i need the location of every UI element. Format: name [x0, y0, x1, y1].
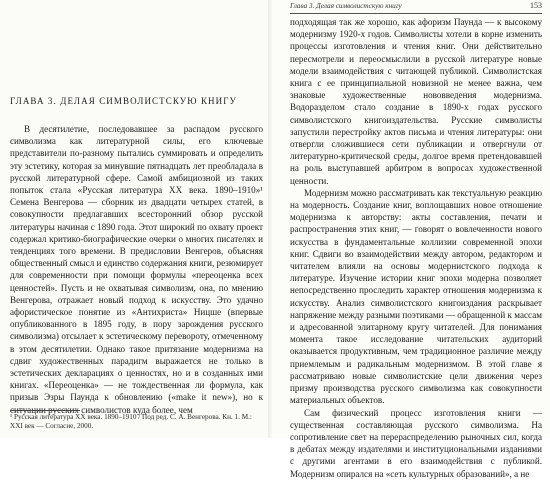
- left-body-text: [10, 123, 263, 416]
- right-paragraph-2: Модернизм можно рассматривать как текстуальную реакцию на модерность. Создание книг, воплощавших новое отношение модернизма к авторству: акты составления, печати и распространения этих книг, — говорят о вовлеченности нового искусства в фундаментальные коллизии современной эпохи книг. Сдвиги во взаимодействии между автором, редактором и читателем влияли на основы модернистского подхода к литературе. Изучение истории книг эпохи модерна позволяет непосредственно проследить характер отношения модернизма к искусству. Анализ символистского книгоиздания раскрывает напряжение между разными поэтиками — обращенной к массам и адресованной элитарному кругу читателей. Для понимания момента такое исследование читательских аудиторий оказывается продуктивным, чем традиционное различие между приемлемым и радикальным модернизмом. В этой главе я рассматриваю новые символистские цели движения через призму производства русского символизма как совокупности материальных объектов.: [290, 187, 542, 406]
- left-paragraph-1: В десятилетие, последовавшее за распадом русского символизма как литературной силы, его ключевые представители по-разному пытались суммировать и определить эту эстетику, которая за минувшие пятнадцать лет преобладала в русской литературной сфере. Самой амбициозной из таких попыток стала «Русская литература XX века. 1890–1910»¹ Семена Венгерова — сборник из двадцати четырех статей, в совокупности предлагавших всесторонний обзор русской литературы начиная с 1890 года. Этот широкий по охвату проект содержал критико-биографические очерки о многих писателях и тенденциях того времени. В предисловии Венгеров, объясняя общественный смысл и единство содержания книги, резюмирует для современности при помощи формулы «переоценка всех ценностей». Пусть и не охватывая символизм, она, по мнению Венгерова, отражает новый подход к искусству. Это удачно афористическое понятие из «Антихриста» Ницше (впервые опубликованного в 1895 году, в пору зарождения русского символизма) отсылает к эстетическому перевороту, отмеченному в этом десятилетии. Однако такое притязание модернизма на сдвиг художественных парадигм выражается не только в эстетических декларациях о ценностях, но и в созданных ими книгах. «Переоценка» — не тождественная ли формула, как призыв Эзры Паунда к обновлению («make it new»), но к ситуации русских символистов куда более, чем: [10, 124, 263, 415]
- running-head: [290, 1, 542, 10]
- right-paragraph-3: Сам физический процесс изготовления книги — существенная составляющая русского символизма. На сопротивление свет на перераспределению рыночных сил, когда в дебатах между издателями и институциональными изданиями с другими агентами в его взаимодействия с публикой. Модернизм опирался на «сеть культурных образований», а не: [290, 407, 542, 479]
- right-paragraph-1: подходящая так же хорошо, как афоризм Паунда — к высокому модернизму 1920-х годов. Символисты хотели в корне изменить процессы изготовления и чтения книг. Они действительно пересмотрели и переосмыслили в русской литературе новые модели взаимодействия с читающей публикой. Символистская книга с ее принципиальной новизной не менее важна, чем знаковые художественные нововведения модернизма. Водоразделом стало создание в 1890-х годах русского символистского книгоиздательства. Русские символисты запустили перестройку актов письма и чтения литературы: они отвергли сложившиеся сети публикации и отвергнули от литературно-критической среды, долгое время претендовавшей на роль выступавшей арбитром в вопросах художественной ценности.: [290, 17, 542, 186]
- left-page: [0, 0, 270, 438]
- running-head-title: Глава 3. Делая символистскую книгу: [290, 2, 402, 10]
- page-number: 153: [530, 1, 542, 10]
- right-page: [272, 0, 550, 479]
- footnote: ¹ Русская литература XX века. 1890–1910 / Под ред. С. А. Венгерова. Кн. 1. М.: XXI век — Согласие, 2000.: [10, 413, 252, 431]
- chapter-title: ГЛАВА 3. ДЕЛАЯ СИМВОЛИСТСКУЮ КНИГУ: [10, 96, 238, 106]
- footnote-rule: [10, 410, 80, 411]
- right-body-text: [290, 16, 542, 480]
- running-head-rule: [290, 13, 542, 14]
